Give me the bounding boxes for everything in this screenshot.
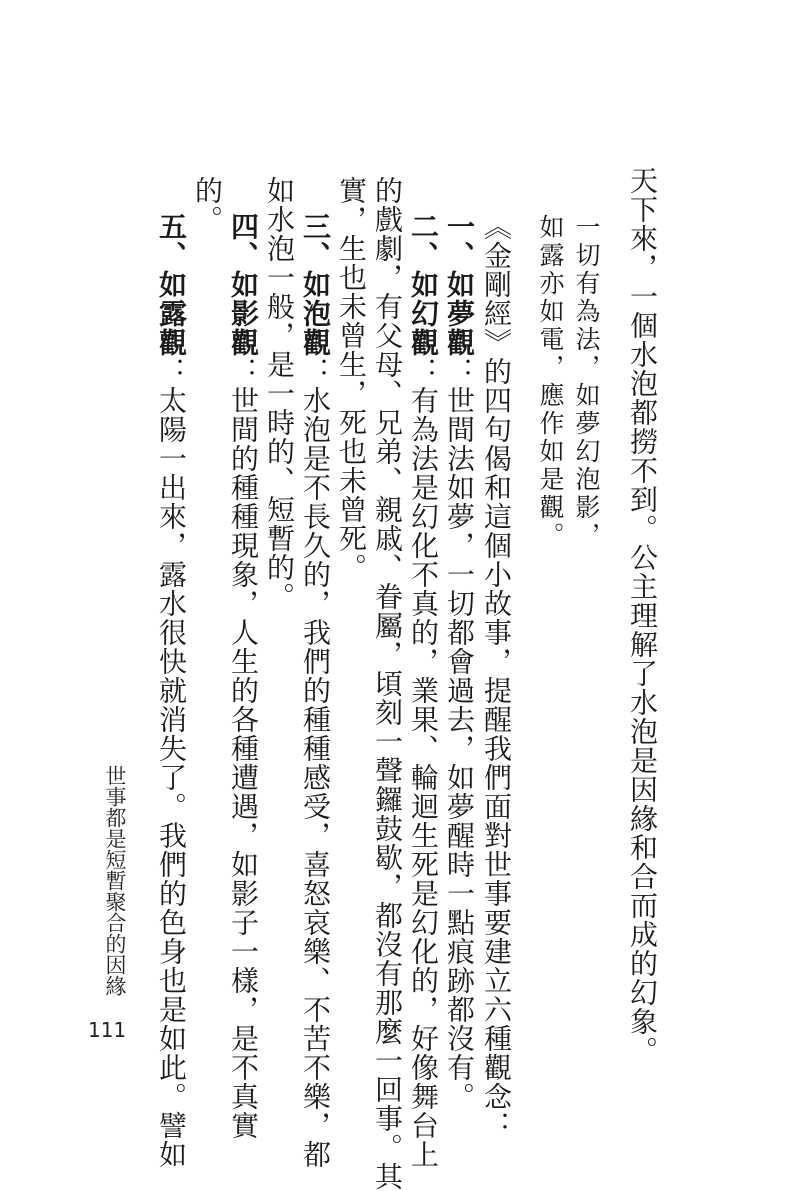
verse-line-2: 如露亦如電，應作如是觀。 [536, 214, 565, 550]
text-column-1: 天下來，一個水泡都撈不到。公主理解了水泡是因緣和合而成的幻象。 [626, 166, 659, 1065]
text-column-7: 的戲劇，有父母、兄弟、親戚、眷屬，頃刻一聲鑼鼓歇，都沒有那麼一回事。其 [371, 176, 404, 1191]
section-text-bubble: ：水泡是不長久的，我們的種種感受，喜怒哀樂、不苦不樂，都 [299, 357, 332, 1169]
section-text-illusion: ：有為法是幻化不真的，業果、輪迴生死是幻化的，好像舞台上 [407, 357, 440, 1169]
section-heading-bubble: 三、如泡觀 [299, 212, 332, 357]
text-column-10: 如水泡一般，是一時的、短暫的。 [263, 176, 296, 611]
section-heading-dew: 五、如露觀 [155, 212, 188, 357]
section-text-shadow: ：世間的種種現象，人生的各種遭遇，如影子一樣，是不真實 [227, 357, 260, 1140]
section-heading-shadow: 四、如影觀 [227, 212, 260, 357]
text-column-13 [153, 212, 189, 1169]
section-text-dew: ：太陽一出來，露水很快就消失了。我們的色身也是如此。譬如 [155, 357, 188, 1169]
text-column-8: 實，生也未曾生，死也未曾死。 [335, 176, 368, 582]
text-column-12: 的。 [191, 176, 224, 234]
verse-line-1: 一切有為法，如夢幻泡影， [572, 214, 601, 550]
section-text-dream: ：世間法如夢，一切都會過去，如夢醒時一點痕跡都沒有。 [443, 357, 476, 1111]
page-number: 111 [88, 1018, 127, 1042]
section-heading-dream: 一、如夢觀 [443, 212, 476, 357]
text-column-4: 《金剛經》的四句偈和這個小故事，提醒我們面對世事要建立六種觀念： [480, 212, 513, 1140]
section-heading-illusion: 二、如幻觀 [407, 212, 440, 357]
text-column-5 [441, 212, 477, 1111]
text-column-9 [297, 212, 333, 1169]
running-head: 世事都是短暫聚合的因緣 [103, 765, 127, 996]
text-column-11 [225, 212, 261, 1140]
text-column-6 [405, 212, 441, 1169]
